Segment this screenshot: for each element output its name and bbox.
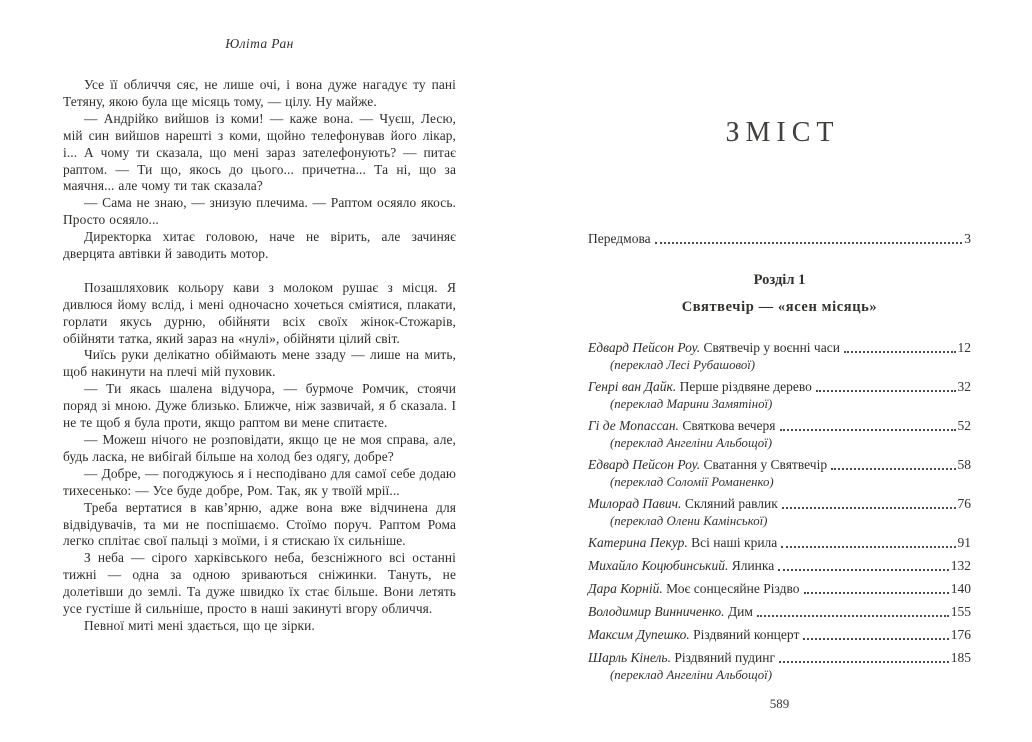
paragraph: — Андрійко вийшов із коми! — каже вона. — Чуєш, Лесю, мій син вийшов нарешті з коми, щойно телефонував його лікар, і... А чому ти сказала, що мені зараз зателефонують? — питає раптом. — Ти що, якось до цього... причетна... Та ні, що за маячня... але чому ти так сказала? (63, 110, 456, 194)
section-title: Святвечір — «ясен місяць» (681, 299, 878, 315)
entry-page-number: 76 (957, 496, 971, 511)
dot-leader (780, 429, 956, 431)
dot-leader (757, 615, 949, 617)
toc-entry-row (588, 456, 971, 474)
paragraph: — Можеш нічого не розповідати, якщо це не моя справа, але, будь ласка, не вибігай більше на холод без одягу, добре? (63, 432, 456, 464)
toc-entry-row (588, 626, 971, 644)
translator-note: (переклад Лесі Рубашової) (610, 358, 756, 372)
toc-entry-row (588, 417, 971, 435)
entry-page-number: 91 (957, 535, 971, 550)
paragraph: — Ти якась шалена відучора, — бурмоче Ромчик, стоячи поряд зі мною. Дуже близько. Ближче, ніж зазвичай, я б сказала. І не те щоб я була проти, якщо раптом ви мене спитаєте. (63, 381, 456, 431)
toc-entry (588, 378, 971, 412)
entry-author: Максим Дупешко. (588, 627, 690, 642)
entry-author: Дара Корній. (588, 581, 663, 596)
dot-leader (831, 468, 955, 470)
entry-author: Генрі ван Дайк. (588, 379, 677, 394)
toc-entry-row (588, 557, 971, 575)
entry-page-number: 185 (950, 650, 971, 665)
entry-page-number: 12 (957, 340, 971, 355)
translator-note: (переклад Ангеліни Альбощої) (610, 668, 772, 682)
toc-entry-row (588, 649, 971, 667)
entry-title: Ялинка (728, 558, 775, 573)
entry-title: Святвечір у воєнні часи (700, 340, 840, 355)
folio-page-number: 589 (769, 696, 790, 711)
paragraph: Позашляховик кольору кави з молоком рушає з місця. Я дивлюся йому вслід, і мені одночасно хочеться сміятися, плакати, горлати якусь дурню, обійняти всіх своїх жінок-Стожарів, обійняти татка, який зараз на «нулі», обійняти цілий світ. (63, 279, 456, 346)
entry-author: Володимир Винниченко. (588, 604, 725, 619)
preface-label: Передмова (588, 231, 651, 246)
toc-entry-row (588, 580, 971, 598)
toc-entry-row (588, 378, 971, 396)
entry-page-number: 52 (957, 418, 971, 433)
toc-entry-row (588, 534, 971, 552)
dot-leader (778, 569, 948, 571)
paragraph: Певної миті мені здається, що це зірки. (84, 617, 315, 633)
toc-entry (588, 339, 971, 373)
toc-entry (588, 649, 971, 683)
entry-page-number: 58 (957, 457, 971, 472)
toc-row-preface (588, 230, 971, 248)
toc-title: ЗМІСТ (725, 117, 840, 148)
toc-entry (588, 534, 971, 552)
toc-entry (588, 456, 971, 490)
paragraph: — Добре, — погоджуюсь я і несподівано для самої себе додаю тихесенько: — Усе буде добре, Ром. Так, як у твоїй мрії... (63, 465, 456, 498)
toc-entry (588, 417, 971, 451)
toc-entry (588, 626, 971, 644)
running-header-author: Юліта Ран (225, 36, 294, 51)
paragraph: Треба вертатися в кав’ярню, адже вона вже відчинена для відвідувачів, та ми не поспішаємо. Стоїмо поруч. Раптом Рома легко сплітає свої пальці з моїми, і я стискаю їх сильніше. (63, 499, 456, 549)
entry-title: Всі наші крила (687, 535, 778, 550)
entry-title: Різдвяний концерт (689, 627, 800, 642)
entry-title: Моє сонцесяйне Різдво (662, 581, 800, 596)
entry-author: Катерина Пекур. (588, 535, 688, 550)
entry-page-number: 176 (950, 627, 971, 642)
translator-note: (переклад Олени Камінської) (610, 514, 768, 528)
entry-page-number: 32 (957, 379, 971, 394)
dot-leader (804, 592, 949, 594)
paragraph: Усе її обличчя сяє, не лише очі, і вона дуже нагадує ту пані Тетяну, якою була ще місяць тому, — цілу. Ну майже. (63, 77, 456, 109)
toc-entry (588, 495, 971, 529)
entry-title: Святкова вечеря (678, 418, 776, 433)
entry-page-number: 140 (950, 581, 971, 596)
entry-title: Дим (724, 604, 753, 619)
paragraph: Директорка хитає головою, наче не вірить, але зачиняє дверцята автівки й заводить мотор. (63, 229, 456, 262)
entry-title: Скляний равлик (681, 496, 778, 511)
entry-author: Милорад Павич. (588, 496, 682, 511)
dot-leader (816, 390, 956, 392)
entry-page-number: 132 (950, 558, 971, 573)
entry-author: Гі де Мопассан. (588, 418, 679, 433)
entry-page-number: 155 (950, 604, 971, 619)
entry-author: Едвард Пейсон Роу. (588, 340, 701, 355)
dot-leader (655, 242, 963, 244)
entry-author: Едвард Пейсон Роу. (588, 457, 701, 472)
translator-note: (переклад Ангеліни Альбощої) (610, 436, 772, 450)
toc-list (588, 339, 971, 683)
dot-leader (803, 638, 948, 640)
entry-title: Різдвяний пудинг (670, 650, 775, 665)
preface-block (588, 230, 971, 248)
paragraph: З неба — сірого харківського неба, безсніжного всі останні тижні — одна за одною зриваються сніжинки. Тануть, не долетівши до землі. Та дуже швидко їх стає більше. Вони летять усе густіше й сильніше, просто в наші закинуті вгору обличчя. (63, 550, 456, 617)
toc-entry-row (588, 495, 971, 513)
paragraph: — Сама не знаю, — знизую плечима. — Раптом осяяло якось. Просто осяяло... (63, 195, 456, 228)
toc-entry-row (588, 603, 971, 621)
toc-entry (588, 580, 971, 598)
toc-entry (588, 603, 971, 621)
toc-entry (588, 557, 971, 575)
left-page (63, 36, 456, 635)
dot-leader (782, 507, 956, 509)
preface-page-number: 3 (964, 231, 971, 246)
right-page-toc (588, 118, 971, 688)
entry-title: Сватання у Святвечір (700, 457, 828, 472)
body-text (63, 77, 456, 635)
dot-leader (844, 351, 956, 353)
paragraph: Чиїсь руки делікатно обіймають мене ззаду — лише на мить, щоб накинути на плечі мій пуховик. (63, 347, 456, 380)
dot-leader (781, 546, 955, 548)
translator-note: (переклад Соломії Романенко) (610, 475, 774, 489)
entry-author: Шарль Кінель. (588, 650, 671, 665)
section-kicker: Розділ 1 (753, 272, 806, 288)
toc-entry-row (588, 339, 971, 357)
translator-note: (переклад Марини Замятіної) (610, 397, 773, 411)
entry-author: Михайло Коцюбинський. (588, 558, 729, 573)
dot-leader (779, 661, 949, 663)
entry-title: Перше різдвяне дерево (676, 379, 812, 394)
